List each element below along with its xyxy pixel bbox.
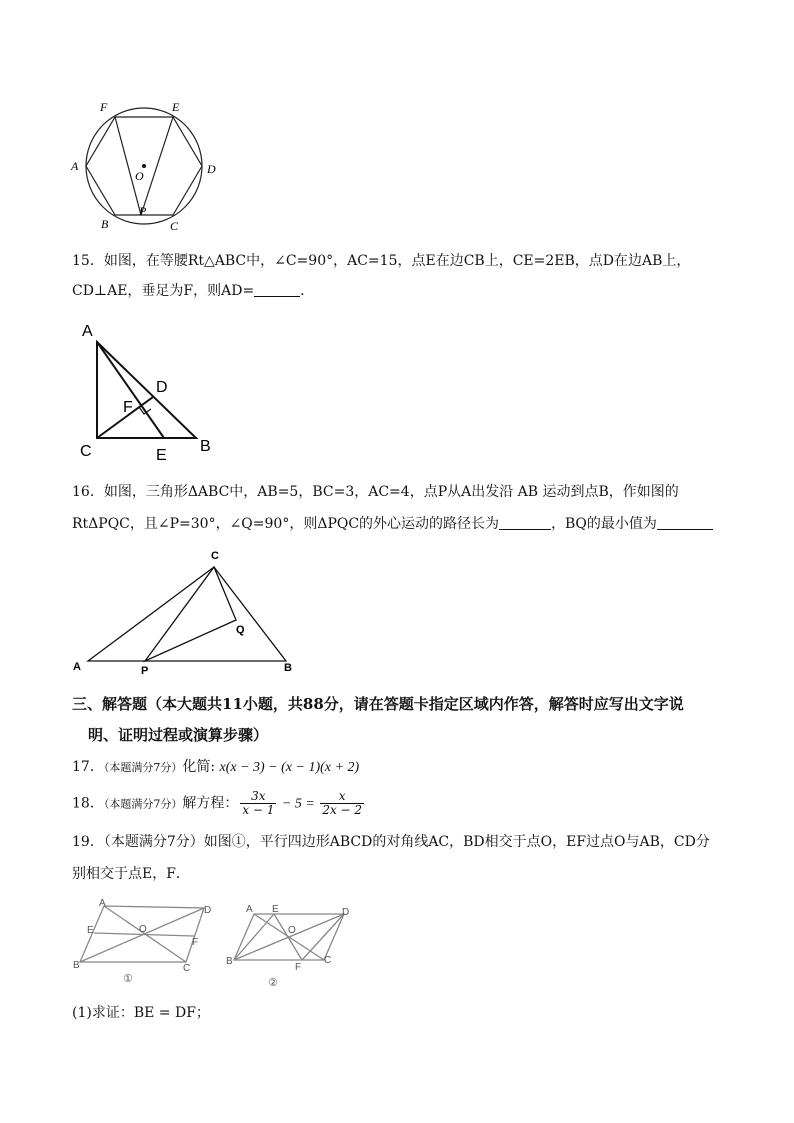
segment-BE	[234, 914, 274, 960]
q16-line1: 16．如图，三角形ΔABC中，AB=5，BC=3，AC=4，点P从A出发沿 AB 运动到点B，作如图的	[72, 484, 679, 500]
label-A: A	[82, 323, 93, 340]
q18-rhs-fraction	[320, 790, 364, 817]
section-three-heading-line2: 明、证明过程或演算步骤）	[88, 726, 269, 744]
q15-line1: 15．如图，在等腰Rt△ABC中，∠C=90°，AC=15，点E在边CB上，CE=2EB，点D在边AB上，	[72, 253, 691, 269]
label-C: C	[170, 219, 179, 233]
q16-answer-blank-2	[657, 515, 713, 530]
caption-2: ②	[268, 977, 278, 989]
label-P: P	[141, 665, 149, 677]
q18-rhs-numerator: x	[338, 789, 346, 803]
label-A: A	[71, 159, 79, 173]
q18-line	[72, 790, 366, 817]
label-C: C	[183, 963, 191, 974]
label-E: E	[172, 100, 180, 114]
triangle-PQC	[145, 567, 236, 661]
label-Q: Q	[236, 624, 245, 636]
label-O: O	[139, 924, 147, 935]
triangle-ABC	[97, 342, 196, 438]
q15-line2-text: CD⊥AE，垂足为F，则AD=	[72, 283, 255, 299]
label-O: O	[135, 169, 144, 183]
q18-score-note: （本题满分7分）	[103, 797, 183, 811]
q17-text: 化简:	[182, 759, 220, 775]
q17-score-note: （本题满分7分）	[103, 761, 183, 774]
label-F: F	[295, 962, 302, 973]
q18-text: 解方程：	[182, 795, 239, 812]
triangle-ABC	[88, 567, 286, 661]
label-F: F	[100, 100, 108, 114]
q16-line2-text-a: RtΔPQC，且∠P=30°，∠Q=90°，则ΔPQC的外心运动的路径长为	[72, 516, 500, 532]
figure-parallelogram-2	[222, 900, 362, 992]
figure-parallelogram-1	[70, 896, 220, 988]
segment-DF	[302, 914, 344, 960]
label-C: C	[80, 443, 92, 460]
center-point	[142, 164, 146, 168]
label-B: B	[200, 438, 211, 455]
figure-hexagon-circle	[66, 96, 226, 236]
label-A: A	[246, 904, 253, 915]
q17-prefix: 17．	[72, 759, 104, 775]
segment-EF	[274, 914, 302, 960]
label-E: E	[272, 904, 279, 915]
label-C: C	[324, 955, 332, 966]
label-O: O	[288, 925, 296, 936]
caption-1: ①	[123, 973, 133, 985]
segment-AE	[97, 342, 164, 438]
label-D: D	[207, 162, 216, 176]
q18-lhs-fraction	[240, 790, 276, 817]
label-B: B	[284, 662, 292, 674]
q18-lhs-denominator: x − 1	[242, 803, 275, 817]
label-F: F	[192, 937, 199, 948]
q16-line2	[72, 514, 713, 534]
q17-expression: x(x − 3) − (x − 1)(x + 2)	[219, 760, 360, 775]
q15-line2	[72, 281, 314, 301]
label-A: A	[73, 661, 81, 673]
segment-FP	[115, 117, 141, 215]
label-D: D	[204, 905, 212, 916]
q15-answer-blank	[254, 282, 300, 297]
q18-rhs-denominator: 2x − 2	[322, 803, 363, 817]
q15-line2-end: ．	[300, 283, 315, 299]
label-A: A	[99, 898, 106, 909]
label-D: D	[342, 907, 350, 918]
label-E: E	[87, 925, 94, 936]
q17-line	[72, 757, 359, 778]
label-C: C	[211, 550, 219, 562]
label-D: D	[156, 379, 168, 396]
q18-middle: − 5 =	[278, 796, 319, 812]
figure-triangle-PQC	[66, 545, 306, 677]
q18-prefix: 18．	[72, 795, 104, 812]
label-B: B	[226, 956, 233, 967]
q19-sub1: (1)求证：BE = DF；	[72, 1005, 210, 1021]
q16-line2-text-b: ，BQ的最小值为	[551, 516, 657, 532]
label-P: P	[139, 204, 147, 218]
label-B: B	[101, 217, 109, 231]
q19-line2: 别相交于点E，F．	[72, 866, 190, 882]
q18-lhs-numerator: 3x	[251, 789, 266, 803]
q19-line1: 19．（本题满分7分）如图①，平行四边形ABCD的对角线AC，BD相交于点O，EF过点O与AB，CD分	[72, 834, 710, 850]
q16-answer-blank-1	[499, 515, 551, 530]
label-F: F	[123, 399, 133, 416]
figure-right-triangle-ABC	[76, 318, 226, 466]
section-three-heading-line1: 三、解答题（本大题共11小题，共88分，请在答题卡指定区域内作答，解答时应写出文字说	[72, 695, 684, 713]
label-E: E	[156, 447, 167, 464]
label-B: B	[73, 960, 80, 971]
